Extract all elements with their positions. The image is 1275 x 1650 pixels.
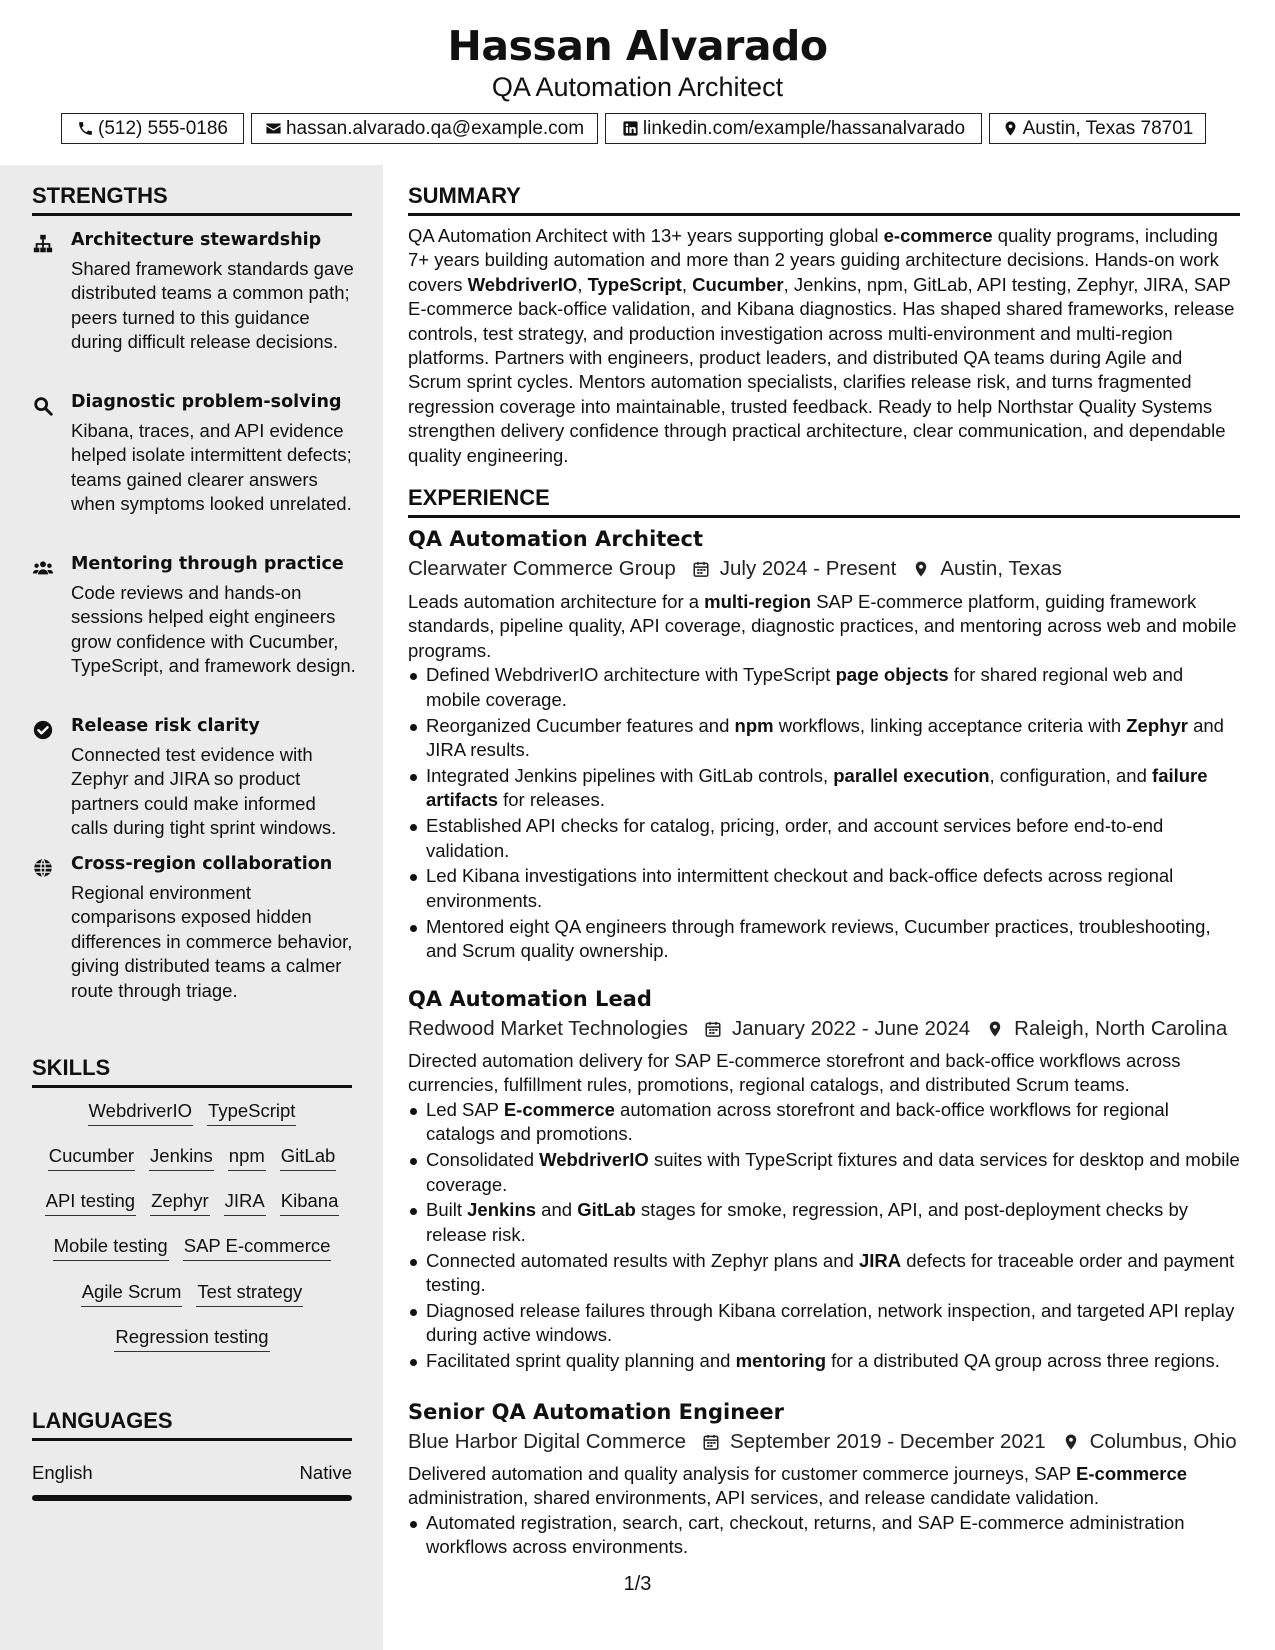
job-location: Austin, Texas (940, 557, 1062, 580)
strength-title: Architecture stewardship (71, 230, 322, 250)
strengths-section (32, 183, 352, 216)
skill-tag: npm (228, 1145, 266, 1171)
summary-body (408, 224, 1240, 468)
job-bullets (408, 1511, 1240, 1560)
strengths-list (32, 230, 356, 1060)
job-company: Blue Harbor Digital Commerce (408, 1430, 686, 1453)
calendar-icon (692, 560, 710, 578)
sidebar (0, 165, 383, 1650)
language-row (32, 1462, 352, 1484)
strength-title: Diagnostic problem-solving (71, 392, 342, 412)
bullet-item: Integrated Jenkins pipelines with GitLab controls, parallel execution, configuration, and failure artifacts for releases. (408, 764, 1240, 813)
job-meta (408, 1430, 1240, 1454)
job-company: Clearwater Commerce Group (408, 557, 676, 580)
job-title: QA Automation Lead (408, 987, 652, 1011)
skill-tag: Cucumber (48, 1145, 135, 1171)
skill-line (32, 1281, 352, 1307)
experience-heading: EXPERIENCE (408, 485, 1240, 518)
job-intro: Leads automation architecture for a multi-region SAP E-commerce platform, guiding framework standards, pipeline quality, API coverage, diagnostic practices, and mentoring across web and mobile programs. (408, 591, 1237, 661)
job-title: Senior QA Automation Engineer (408, 1400, 784, 1424)
contact-email[interactable] (251, 113, 598, 144)
skill-tag: Jenkins (149, 1145, 214, 1171)
skill-tag: WebdriverIO (88, 1100, 194, 1126)
job-entry (408, 527, 1240, 965)
candidate-name: Hassan Alvarado (447, 22, 828, 70)
candidate-title: QA Automation Architect (491, 72, 784, 102)
skill-line (32, 1235, 352, 1261)
strength-desc: Shared framework standards gave distributed teams a common path; peers turned to this guidance during difficult release decisions. (71, 258, 354, 353)
check-circle-icon (32, 719, 54, 741)
job-dates: September 2019 - December 2021 (729, 1430, 1046, 1453)
job-intro: Delivered automation and quality analysis for customer commerce journeys, SAP E-commerce administration, shared environments, API services, and release candidate validation. (408, 1463, 1188, 1509)
map-pin-icon (1062, 1433, 1080, 1451)
users-icon (32, 557, 54, 579)
linkedin-icon (622, 120, 639, 137)
contact-email-text: hassan.alvarado.qa@example.com (285, 117, 585, 139)
skill-tag: API testing (45, 1190, 136, 1216)
skills-heading: SKILLS (32, 1055, 352, 1088)
contact-phone[interactable] (61, 113, 244, 144)
skill-tag: Test strategy (196, 1281, 303, 1307)
language-name: English (32, 1462, 93, 1483)
summary-text: QA Automation Architect with 13+ years supporting global e-commerce quality programs, including 7+ years building automation and more than 2 years guiding architecture decisions. Hands-on work covers WebdriverIO, TypeScript, Cucumber, Jenkins, npm, GitLab, API testing, Zephyr, JIRA, SAP E-commerce back-office validation, and Kibana diagnostics. Has shaped shared frameworks, release controls, test strategy, and production investigation across multi-environment and multi-region platforms. Partners with engineers, product leaders, and distributed QA teams during Agile and Scrum sprint cycles. Mentors automation specialists, clarifies release risk, and turns fragmented regression coverage into maintainable, trusted feedback. Ready to help Northstar Quality Systems strengthen delivery confidence through practical architecture, clear communication, and dependable quality engineering. (408, 225, 1235, 466)
bullet-item: Automated registration, search, cart, checkout, returns, and SAP E-commerce administration workflows across environments. (408, 1511, 1240, 1560)
envelope-icon (265, 120, 282, 137)
skill-line (32, 1326, 352, 1352)
summary-heading: SUMMARY (408, 183, 1240, 216)
bullet-item: Led Kibana investigations into intermittent checkout and back-office defects across regional environments. (408, 864, 1240, 913)
map-pin-icon (912, 560, 930, 578)
bullet-item: Defined WebdriverIO architecture with TypeScript page objects for shared regional web and mobile coverage. (408, 663, 1240, 712)
bullet-item: Mentored eight QA engineers through framework reviews, Cucumber practices, troubleshooting, and Scrum quality ownership. (408, 915, 1240, 964)
skill-tag: GitLab (280, 1145, 337, 1171)
job-bullets (408, 663, 1240, 963)
skill-tag: Agile Scrum (81, 1281, 183, 1307)
skill-tag: TypeScript (207, 1100, 296, 1126)
job-location: Raleigh, North Carolina (1014, 1017, 1228, 1040)
contact-row (0, 113, 1275, 144)
skill-tag: Kibana (280, 1190, 340, 1216)
bullet-item: Diagnosed release failures through Kibana correlation, network inspection, and targeted API replay during active windows. (408, 1299, 1240, 1348)
languages-section (32, 1408, 352, 1441)
job-intro: Directed automation delivery for SAP E-commerce storefront and back-office workflows across currencies, fulfillment rules, promotions, regional catalogs, and distributed Scrum teams. (408, 1050, 1181, 1096)
job-bullets (408, 1098, 1240, 1374)
bullet-item: Established API checks for catalog, pricing, order, and account services before end-to-end validation. (408, 814, 1240, 863)
job-meta (408, 557, 1240, 581)
contact-linkedin[interactable] (605, 113, 982, 144)
language-level: Native (299, 1462, 352, 1483)
skill-tag: Mobile testing (53, 1235, 169, 1261)
skill-line (32, 1145, 352, 1171)
summary-section (408, 183, 1240, 216)
page-number: 1/3 (623, 1573, 652, 1595)
contact-phone-text: (512) 555-0186 (98, 117, 228, 139)
job-entry (408, 987, 1240, 1375)
bullet-item: Led SAP E-commerce automation across storefront and back-office workflows for regional catalogs and promotions. (408, 1098, 1240, 1147)
contact-location-text: Austin, Texas 78701 (1022, 117, 1194, 139)
experience-section (408, 485, 1240, 518)
skills-section (32, 1055, 352, 1088)
languages-heading: LANGUAGES (32, 1408, 352, 1441)
bullet-item: Consolidated WebdriverIO suites with TypeScript fixtures and data services for desktop and mobile coverage. (408, 1148, 1240, 1197)
sitemap-icon (32, 233, 54, 255)
strength-desc: Kibana, traces, and API evidence helped isolate intermittent defects; teams gained clearer answers when symptoms looked unrelated. (71, 420, 352, 515)
bullet-item: Built Jenkins and GitLab stages for smoke, regression, API, and post-deployment checks by release risk. (408, 1198, 1240, 1247)
strength-desc: Regional environment comparisons exposed hidden differences in commerce behavior, giving distributed teams a calmer route through triage. (71, 882, 353, 1001)
search-icon (32, 395, 54, 417)
strengths-heading: STRENGTHS (32, 183, 352, 216)
job-company: Redwood Market Technologies (408, 1017, 688, 1040)
strength-title: Mentoring through practice (71, 554, 344, 574)
map-pin-icon (986, 1020, 1004, 1038)
strength-desc: Connected test evidence with Zephyr and JIRA so product partners could make informed calls during tight sprint windows. (71, 744, 337, 839)
skill-tag: Regression testing (114, 1326, 269, 1352)
skill-tag: SAP E-commerce (183, 1235, 332, 1261)
skill-tag: Zephyr (150, 1190, 210, 1216)
language-proficiency-bar (32, 1495, 352, 1501)
bullet-item: Connected automated results with Zephyr plans and JIRA defects for traceable order and payment testing. (408, 1249, 1240, 1298)
strength-title: Cross-region collaboration (71, 854, 333, 874)
contact-linkedin-text: linkedin.com/example/hassanalvarado (642, 117, 966, 139)
job-location: Columbus, Ohio (1089, 1430, 1237, 1453)
phone-icon (77, 120, 94, 137)
contact-location (989, 113, 1206, 144)
bullet-item: Reorganized Cucumber features and npm workflows, linking acceptance criteria with Zephyr and JIRA results. (408, 714, 1240, 763)
job-dates: January 2022 - June 2024 (731, 1017, 971, 1040)
skills-list (32, 1100, 352, 1370)
calendar-icon (704, 1020, 722, 1038)
skill-line (32, 1100, 352, 1126)
skill-line (32, 1190, 352, 1216)
bullet-item: Facilitated sprint quality planning and mentoring for a distributed QA group across three regions. (408, 1349, 1240, 1373)
job-dates: July 2024 - Present (719, 557, 897, 580)
calendar-icon (702, 1433, 720, 1451)
strength-title: Release risk clarity (71, 716, 260, 736)
globe-icon (32, 857, 54, 879)
job-title: QA Automation Architect (408, 527, 704, 551)
skill-tag: JIRA (224, 1190, 266, 1216)
job-entry (408, 1400, 1240, 1561)
strength-desc: Code reviews and hands-on sessions helped eight engineers grow confidence with Cucumber, TypeScript, and framework design. (71, 582, 356, 677)
languages-list (32, 1462, 352, 1522)
job-meta (408, 1017, 1240, 1041)
map-pin-icon (1002, 120, 1019, 137)
